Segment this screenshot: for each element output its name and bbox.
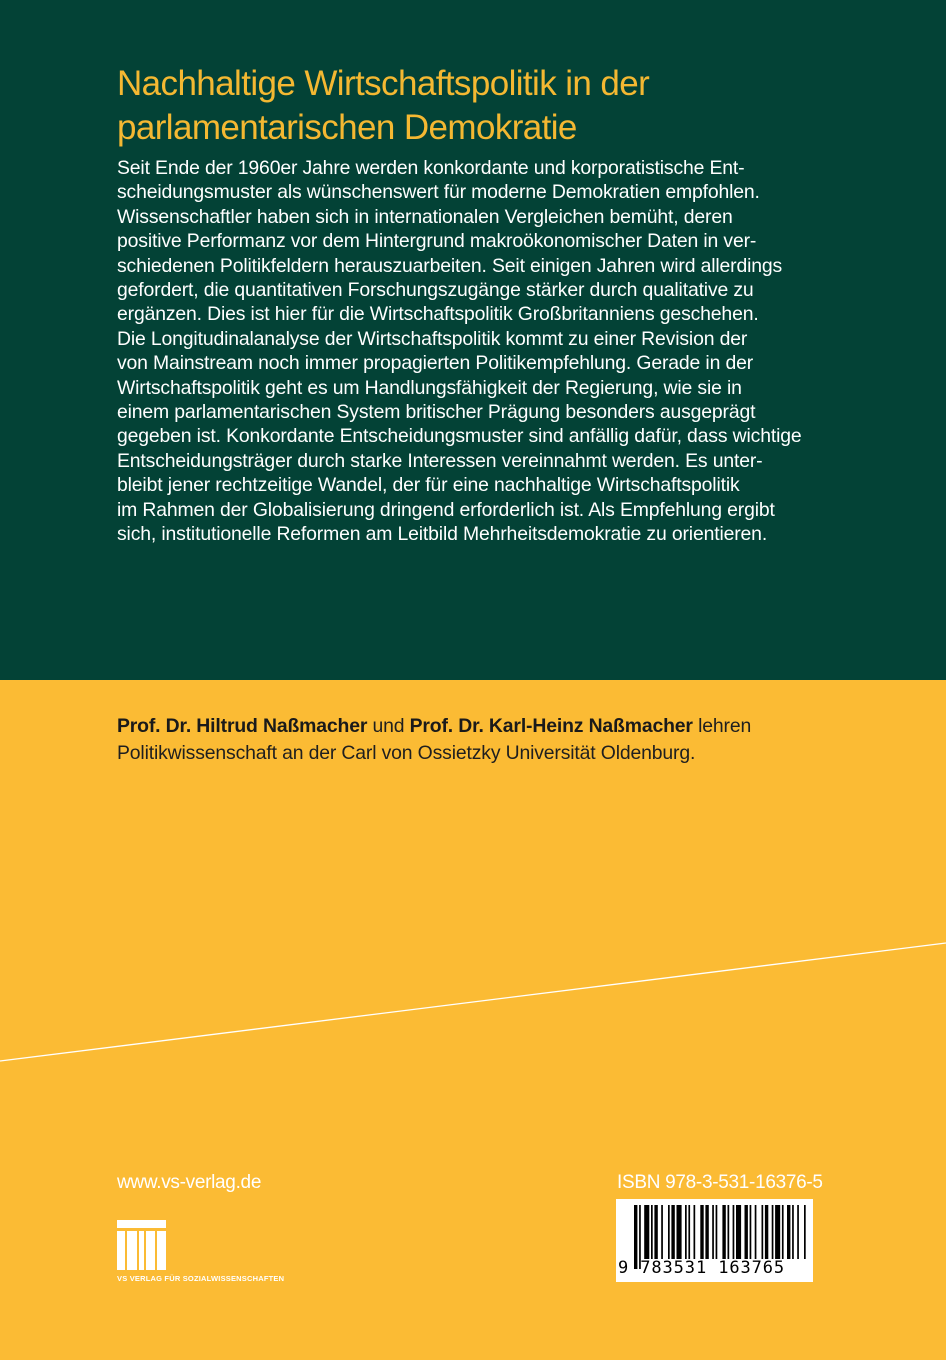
barcode-bar	[787, 1205, 790, 1259]
barcode-bar	[705, 1205, 708, 1259]
barcode-bar	[671, 1205, 674, 1259]
barcode-bar	[700, 1205, 703, 1259]
barcode-bar	[728, 1205, 730, 1259]
barcode-bar	[755, 1205, 757, 1259]
author-name-2: Prof. Dr. Karl-Heinz Naßmacher	[409, 715, 693, 737]
publisher-website[interactable]: www.vs-verlag.de	[117, 1172, 262, 1193]
barcode-bar	[722, 1205, 725, 1259]
blurb-line: Die Longitudinalanalyse der Wirtschaftspolitik kommt zu einer Revision der	[117, 327, 748, 350]
barcode-bar	[654, 1205, 657, 1259]
author-name-1: Prof. Dr. Hiltrud Naßmacher	[117, 715, 368, 737]
barcode-bar	[750, 1205, 752, 1259]
blurb-line: scheidungsmuster als wünschenswert für moderne Demokratien empfohlen.	[117, 181, 760, 204]
blurb-line: ergänzen. Dies ist hier für die Wirtschaftspolitik Großbritanniens geschehen.	[117, 303, 759, 326]
barcode-bar	[685, 1205, 687, 1259]
blurb-line: Wirtschaftspolitik geht es um Handlungsfähigkeit der Regierung, wie sie in	[117, 376, 742, 399]
barcode-bar	[797, 1205, 799, 1259]
barcode-bar	[762, 1205, 764, 1259]
barcode-bar	[733, 1205, 735, 1259]
barcode-number: 9 783531 163765	[618, 1258, 786, 1278]
blurb-line: von Mainstream noch immer propagierten Politikempfehlung. Gerade in der	[117, 352, 754, 375]
author-role-start: lehren	[692, 715, 752, 737]
blurb-line: Entscheidungsträger durch starke Interessen vereinnahmt werden. Es unter-	[117, 449, 763, 472]
blurb-line: einem parlamentarischen System britischer Prägung besonders ausgeprägt	[117, 401, 756, 424]
barcode-bar	[775, 1205, 780, 1259]
barcode-bar	[694, 1205, 696, 1259]
barcode-bar	[668, 1205, 670, 1259]
blurb-line: Seit Ende der 1960er Jahre werden konkordante und korporatistische Ent-	[117, 157, 745, 179]
author-info	[117, 713, 837, 767]
blurb-line: sich, institutionelle Reformen am Leitbild Mehrheitsdemokratie zu orientieren.	[117, 523, 768, 546]
barcode-bar	[772, 1205, 774, 1259]
blurb-line: Wissenschaftler haben sich in internationalen Vergleichen bemüht, deren	[117, 205, 733, 228]
isbn-label: ISBN 978-3-531-16376-5	[617, 1172, 823, 1193]
barcode-bar	[688, 1205, 690, 1259]
barcode-bar	[677, 1205, 682, 1259]
barcode-bar	[765, 1205, 768, 1259]
blurb-line: gegeben ist. Konkordante Entscheidungsmuster sind anfällig dafür, dass wichtige	[117, 425, 802, 448]
barcode-bar	[651, 1205, 653, 1259]
blurb-line: schiedenen Politikfeldern herauszuarbeiten. Seit einigen Jahren wird allerdings	[117, 254, 783, 277]
author-conjunction: und	[367, 715, 410, 737]
book-title	[117, 62, 857, 150]
barcode-bar	[716, 1205, 718, 1259]
title-line-2: parlamentarischen Demokratie	[117, 108, 577, 147]
barcode-bar	[661, 1205, 663, 1259]
barcode-bar	[792, 1205, 794, 1259]
blurb-line: im Rahmen der Globalisierung dringend erforderlich ist. Als Empfehlung ergibt	[117, 498, 775, 521]
title-line-1: Nachhaltige Wirtschaftspolitik in der	[117, 64, 650, 103]
barcode-bar	[712, 1205, 714, 1259]
blurb-line: positive Performanz vor dem Hintergrund makroökonomischer Daten in ver-	[117, 230, 757, 253]
barcode-bar	[644, 1205, 649, 1259]
barcode	[616, 1199, 813, 1282]
barcode-bar	[736, 1205, 741, 1259]
barcode-bar	[782, 1205, 784, 1259]
barcode-bar	[745, 1205, 748, 1259]
barcode-bar	[804, 1205, 806, 1259]
blurb-line: gefordert, die quantitativen Forschungszugänge stärker durch qualitative zu	[117, 279, 754, 302]
blurb-text	[117, 156, 813, 547]
blurb-line: bleibt jener rechtzeitige Wandel, der für eine nachhaltige Wirtschaftspolitik	[117, 474, 740, 497]
publisher-logo-text: VS VERLAG FÜR SOZIALWISSENSCHAFTEN	[117, 1274, 285, 1283]
author-affiliation: Politikwissenschaft an der Carl von Ossietzky Universität Oldenburg.	[117, 742, 696, 764]
